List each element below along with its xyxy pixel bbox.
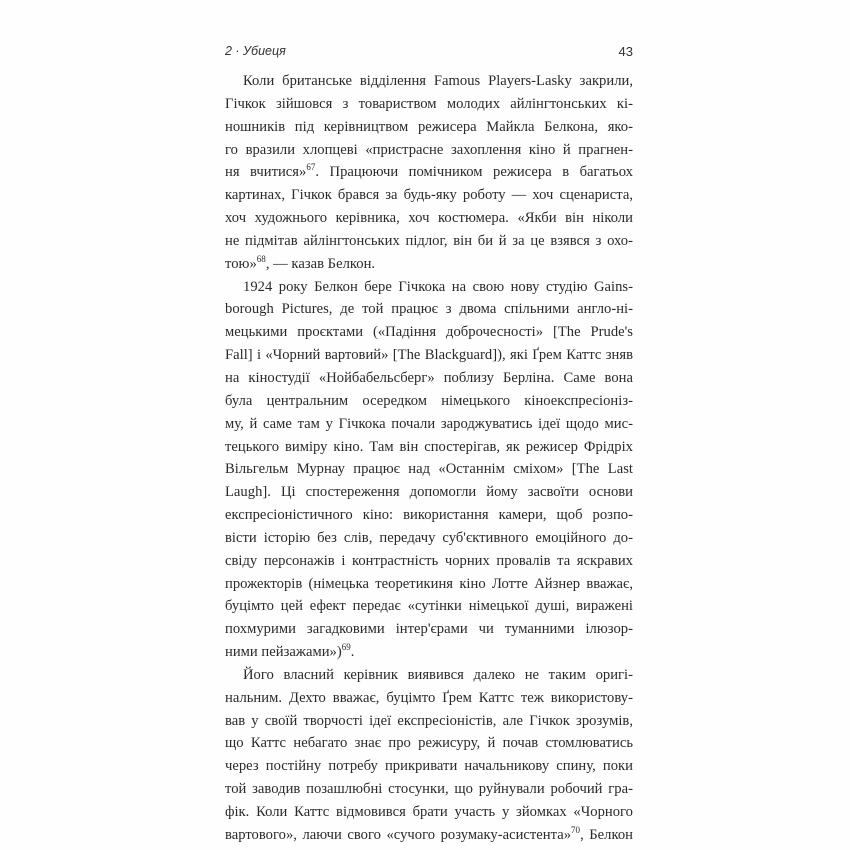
text-line (225, 93, 633, 116)
line-text: тецького виміру кіно. Там він спостерігав, як режисер Фрідріх (225, 438, 633, 455)
text-line (225, 207, 633, 230)
text-line (225, 824, 633, 847)
text-line (225, 710, 633, 733)
line-text-after: , — казав Белкон. (265, 255, 376, 272)
running-head: 2 · Убиеця (225, 44, 286, 58)
line-text: вав у своїй творчості ідеї експресіоністів, але Гічкок зрозумів, (225, 712, 633, 729)
text-line (225, 413, 633, 436)
line-text: прожекторів (німецька теоретикиня кіно Лотте Айзнер вважає, (225, 575, 633, 592)
text-line (225, 390, 633, 413)
text-line (225, 276, 633, 299)
line-text: нальним. Дехто вважає, буцімто Ґрем Каттс теж використову- (225, 689, 633, 706)
text-line (225, 184, 633, 207)
text-line (225, 139, 633, 162)
line-text: му, й саме там у Гічкока почали зароджуватись ідеї щодо мис- (225, 415, 633, 432)
footnote-ref: 67 (306, 162, 316, 173)
line-text: що Каттс небагато знає про режисуру, й почав стомлюватись (225, 735, 633, 752)
line-text: ними пейзажами») (225, 644, 342, 661)
line-text: похмурими загадковими інтер'єрами чи туманними ілюзор- (225, 621, 633, 638)
line-text: картинах, Гічкок брався за будь-яку роботу — хоч сценариста, (225, 187, 633, 204)
line-text-after: . Працюючи помічником режисера в багатьох (315, 164, 633, 181)
text-line (225, 778, 633, 801)
text-line (225, 230, 633, 253)
line-text: Його власний керівник виявився далеко не таким оригі- (243, 666, 633, 683)
text-line (225, 458, 633, 481)
text-line (225, 732, 633, 755)
line-text: експресіоністичного кіно: використання камери, щоб розпо- (225, 507, 633, 524)
line-text: Коли британське відділення Famous Players-Lasky закрили, (243, 73, 633, 89)
text-line (225, 755, 633, 778)
line-text: фік. Коли Каттс відмовився брати участь у зйомках «Чорного (225, 804, 633, 820)
text-line (225, 298, 633, 321)
line-text: Вільгельм Мурнау працює над «Останнім сміхом» [The Last (225, 461, 633, 478)
line-text: той заводив позашлюбні стосунки, що руйнували робочий гра- (225, 781, 633, 798)
line-text: хоч художнього керівника, хоч костюмера. «Якби він ніколи (225, 210, 633, 227)
text-line (225, 573, 633, 596)
text-line (225, 367, 633, 390)
line-text: го вразили хлопцеві «пристрасне захоплення кіно й прагнен- (225, 141, 633, 158)
text-line (225, 527, 633, 550)
line-text: була центральним осередком німецького кіноекспресіоніз- (225, 392, 633, 409)
line-text: на кіностудії «Нойбабельсберг» поблизу Берліна. Саме вона (225, 369, 633, 386)
text-line (225, 344, 633, 367)
line-text: 1924 року Белкон бере Гічкока на свою нову студію Gains- (243, 278, 633, 295)
footnote-ref: 69 (341, 642, 351, 653)
line-text: буцімто цей ефект передає «сутінки німецької душі, виражені (225, 598, 633, 615)
text-line (225, 618, 633, 641)
line-text-after: , Белкон (580, 826, 633, 843)
text-line (225, 253, 633, 276)
text-line (225, 687, 633, 710)
text-line (225, 550, 633, 573)
line-text: мецькими проєктами («Падіння доброчесності» [The Prude's (225, 324, 633, 341)
text-line (225, 436, 633, 459)
line-text: вартового», лаючи свого «сучого розумаку-асистента» (225, 826, 572, 843)
text-line (225, 161, 633, 184)
text-line (225, 664, 633, 687)
body-text (225, 70, 633, 847)
line-text: ношників під керівництвом режисера Майкла Белкона, яко- (225, 118, 633, 135)
line-text: Гічкок зійшовся з товариством молодих айлінгтонських кі- (225, 95, 633, 112)
line-text-after: . (350, 644, 355, 661)
line-text: не підмітав айлінгтонських підлог, він би й за це взявся з охо- (225, 232, 633, 249)
line-text: borough Pictures, де той працює з двома спільними англо-ні- (225, 301, 633, 318)
footnote-ref: 70 (571, 824, 581, 835)
text-line (225, 641, 633, 664)
line-text: свіду персонажів і контрастність чорних провалів та яскравих (225, 552, 633, 569)
text-line (225, 70, 633, 93)
line-text: Laugh]. Ці спостереження допомогли йому засвоїти основи (225, 484, 633, 501)
footnote-ref: 68 (256, 253, 266, 264)
line-text: вісти історію без слів, передачу суб'єктивного емоційного до- (225, 529, 633, 546)
text-line (225, 595, 633, 618)
line-text: Fall] і «Чорний вартовий» [The Blackguard]), які Ґрем Каттс зняв (225, 347, 633, 364)
text-line (225, 116, 633, 139)
text-line (225, 504, 633, 527)
text-line (225, 481, 633, 504)
page-number: 43 (618, 44, 633, 59)
text-line (225, 801, 633, 824)
line-text: тою» (225, 255, 257, 272)
text-line (225, 321, 633, 344)
line-text: ня вчитися» (225, 164, 307, 181)
line-text: через постійну потребу прикривати начальникову спину, поки (225, 758, 633, 775)
